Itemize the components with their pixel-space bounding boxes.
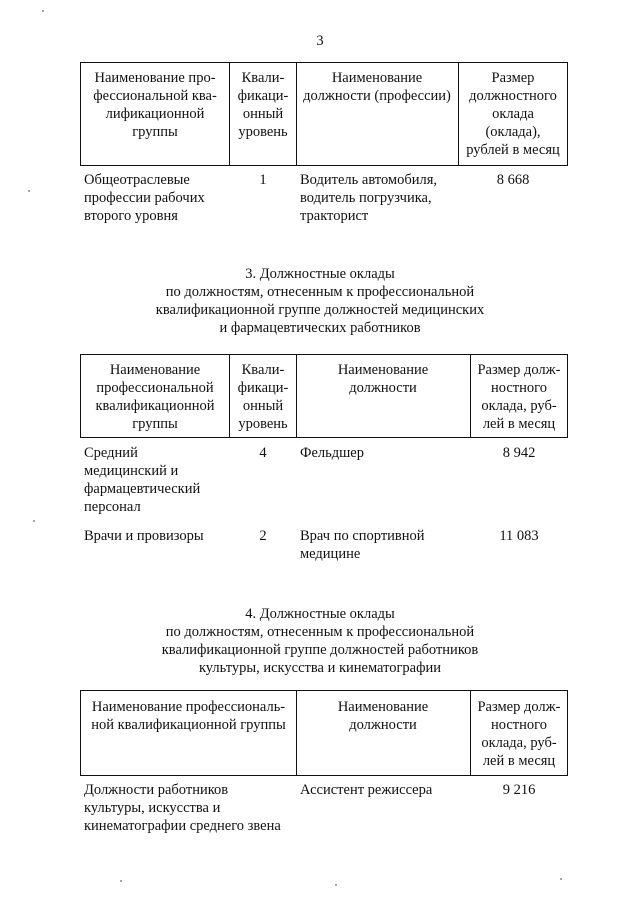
- table-1-row-level: 1: [259, 172, 267, 188]
- scan-speck: [33, 520, 35, 522]
- table-1-row-position: Водитель автомобиля, водитель погрузчика, тракторист: [300, 172, 438, 224]
- section-3-heading: 3. Должностные оклады по должностям, отнесенным к профессиональной квалификационной группе должностей медицинских и фармацевтических работников: [155, 266, 485, 336]
- scan-speck: [560, 878, 562, 880]
- table-3-header-level: Квали- фикаци- онный уровень: [237, 362, 289, 432]
- scan-speck: [335, 884, 337, 886]
- table-1-header-group: Наименование про- фессиональной ква- лификационной группы: [93, 70, 217, 140]
- table-1-header-position: Наименование должности (профессии): [303, 70, 451, 104]
- section-4-heading: 4. Должностные оклады по должностям, отнесенным к профессиональной квалификационной группе должностей работников культуры, искусства и кинематографии: [161, 606, 479, 676]
- table-3-row-1-salary: 8 942: [502, 445, 536, 461]
- table-3-header-group: Наименование профессиональной квалификационной группы: [95, 362, 215, 432]
- table-4-header-group: Наименование профессиональ- ной квалификационной группы: [91, 699, 286, 733]
- table-1-row-salary: 8 668: [496, 172, 530, 188]
- table-1-row-group: Общеотраслевые профессии рабочих второго уровня: [84, 172, 205, 224]
- table-4-row-group: Должности работников культуры, искусства и кинематографии среднего звена: [84, 782, 281, 834]
- table-4-row-position: Ассистент режиссера: [300, 782, 433, 798]
- table-1-header-salary: Размер должностного оклада (оклада), рублей в месяц: [466, 70, 560, 158]
- scan-speck: [42, 10, 44, 12]
- table-3-header-position: Наименование должности: [337, 362, 429, 396]
- table-3-row-2-group: Врачи и провизоры: [84, 528, 204, 544]
- table-3-row-2-level: 2: [259, 528, 267, 544]
- table-3-header-salary: Размер долж- ностного оклада, руб- лей в месяц: [477, 362, 561, 432]
- table-3-row-1-position: Фельдшер: [300, 445, 364, 461]
- page-number: 3: [316, 33, 324, 49]
- scan-speck: [120, 880, 122, 882]
- table-3-row-1-level: 4: [259, 445, 267, 461]
- table-4-header-salary: Размер долж- ностного оклада, руб- лей в месяц: [477, 699, 561, 769]
- table-4-row-salary: 9 216: [502, 782, 536, 798]
- table-3-row-2-salary: 11 083: [499, 528, 539, 544]
- scan-speck: [28, 190, 30, 192]
- table-4-header-position: Наименование должности: [337, 699, 429, 733]
- table-1-header-level: Квали- фикаци- онный уровень: [237, 70, 289, 140]
- table-3-row-1-group: Средний медицинский и фармацевтический персонал: [84, 445, 201, 515]
- table-3-row-2-position: Врач по спортивной медицине: [300, 528, 425, 562]
